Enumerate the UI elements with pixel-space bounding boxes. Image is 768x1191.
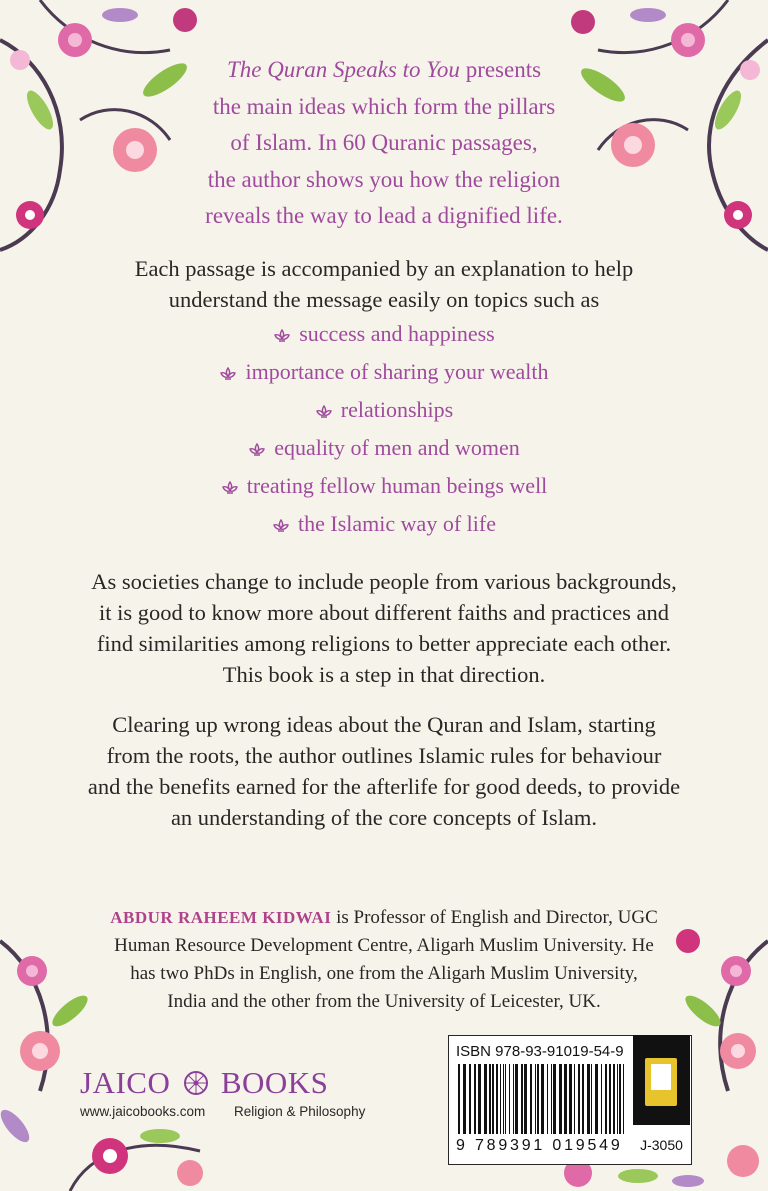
brand-right: BOOKS xyxy=(220,1064,329,1100)
intro-line-2: the main ideas which form the pillars xyxy=(212,93,556,119)
isbn-label: ISBN 978-93-91019-54-9 xyxy=(456,1043,624,1060)
book-genre: Religion & Philosophy xyxy=(234,1104,366,1119)
list-item: importance of sharing your wealth xyxy=(60,356,708,394)
author-name: ABDUR RAHEEM KIDWAI xyxy=(110,908,332,927)
intro-line-5: reveals the way to lead a dignified life. xyxy=(205,203,563,228)
fleur-bullet-icon xyxy=(273,329,291,343)
list-item: relationships xyxy=(60,394,708,432)
list-item: the Islamic way of life xyxy=(60,508,708,546)
intro-line-1: The Quran Speaks to You presents xyxy=(226,57,542,82)
topics-lead: Each passage is accompanied by an explanation to help understand the message easily on topics such as xyxy=(134,256,634,312)
topics-list xyxy=(60,318,708,546)
series-code: J-3050 xyxy=(640,1137,683,1153)
list-item: success and happiness xyxy=(60,318,708,356)
author-bio: ABDUR RAHEEM KIDWAI is Professor of English and Director, UGC Human Resource Development Centre, Aligarh Muslim University. He has two PhDs in English, one from the Aligarh Muslim University, India and the other from the University of Leicester, UK. xyxy=(110,907,658,1012)
fleur-bullet-icon xyxy=(248,443,266,457)
intro-line-4: the author shows you how the religion xyxy=(207,166,561,192)
fleur-bullet-icon xyxy=(315,405,333,419)
fleur-bullet-icon xyxy=(219,367,237,381)
intro-line-3: of Islam. In 60 Quranic passages, xyxy=(230,130,538,155)
chakra-wheel-icon xyxy=(183,1070,209,1096)
fleur-bullet-icon xyxy=(221,481,239,495)
list-item: treating fellow human beings well xyxy=(60,470,708,508)
list-item: equality of men and women xyxy=(60,432,708,470)
brand-left: JAICO xyxy=(80,1064,171,1100)
fleur-bullet-icon xyxy=(272,519,290,533)
publisher-website: www.jaicobooks.com xyxy=(80,1104,206,1119)
barcode-icon xyxy=(456,1064,628,1136)
clearing-paragraph: Clearing up wrong ideas about the Quran and Islam, starting from the roots, the author outlines Islamic rules for behaviour and the benefits earned for the afterlife for good deeds, to provide an understanding of the core concepts of Islam. xyxy=(87,712,681,830)
publisher-logo xyxy=(80,1062,380,1119)
book-title: The Quran Speaks to You xyxy=(226,57,460,82)
ebook-available-icon xyxy=(645,1058,677,1106)
societies-paragraph: As societies change to include people from various backgrounds, it is good to know more about different faiths and practices and find similarities among religions to better appreciate each other. This book is a step in that direction. xyxy=(91,569,677,687)
barcode-digits: 9 789391 019549 xyxy=(456,1137,623,1154)
intro-paragraph xyxy=(100,52,668,235)
